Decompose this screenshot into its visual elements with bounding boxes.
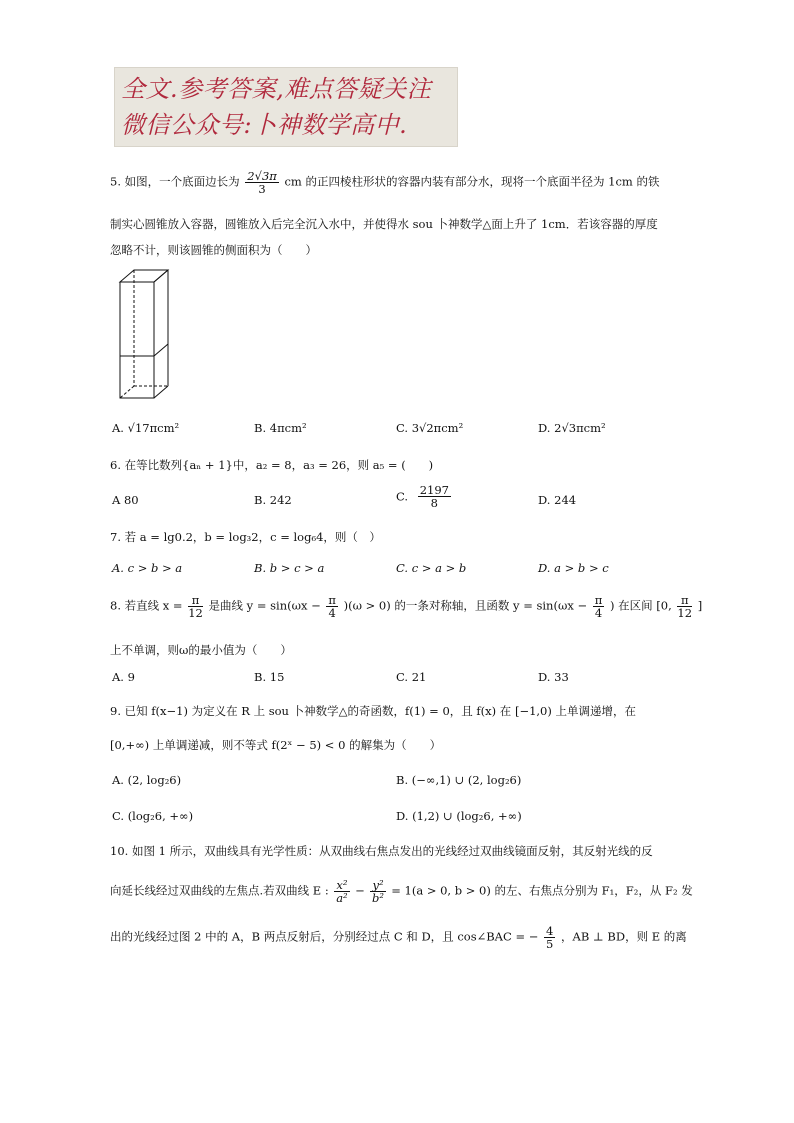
q8-f2-den: 4 (328, 606, 336, 621)
q8-frac-4 (677, 594, 692, 619)
q10-fy-den: b² (372, 891, 384, 906)
q8-option-a[interactable]: A. 9 (112, 670, 135, 684)
q9-option-b[interactable]: B. (−∞,1) ∪ (2, log₂6) (396, 773, 522, 787)
prism-figure (116, 268, 172, 402)
q8-option-c[interactable]: C. 21 (396, 670, 427, 684)
q5-option-b[interactable]: B. 4πcm² (254, 421, 307, 435)
q8-f1-den: 12 (188, 606, 203, 621)
q6-option-c[interactable] (396, 484, 453, 509)
question-7: 7. 若 a = lg0.2，b = log₃2，c = log₆4，则（ ） (110, 530, 381, 544)
watermark-banner (114, 67, 458, 147)
q5-option-c[interactable]: C. 3√2πcm² (396, 421, 464, 435)
q8-mid2: )(ω > 0) 的一条对称轴，且函数 y = sin(ωx − (343, 598, 588, 613)
question-8-line-2: 上不单调，则ω的最小值为（ ） (110, 643, 292, 657)
question-6: 6. 在等比数列{aₙ + 1}中，a₂ = 8，a₃ = 26，则 a₅ = ( ) (110, 458, 434, 472)
q8-frac-3 (593, 594, 605, 619)
banner-line-1: 全文.参考答案,难点答疑关注 (121, 75, 432, 103)
q6-option-b[interactable]: B. 242 (254, 493, 292, 507)
question-10-line-2 (110, 879, 693, 904)
q6-option-d[interactable]: D. 244 (538, 493, 577, 507)
q5-post: cm 的正四棱柱形状的容器内装有部分水，现将一个底面半径为 1cm 的铁 (284, 174, 660, 189)
q10-line3-post: ，AB ⊥ BD，则 E 的离 (561, 929, 687, 944)
q8-f3-den: 4 (594, 606, 603, 621)
question-9-line-2: [0,+∞) 上单调递减，则不等式 f(2ˣ − 5) < 0 的解集为（ ） (110, 738, 442, 752)
q8-mid3: ) 在区间 [0, (609, 598, 672, 613)
q5-pre: 5. 如图，一个底面边长为 (110, 174, 240, 189)
q10-frac-x (334, 879, 349, 904)
q10-line2-pre: 向延长线经过双曲线的左焦点.若双曲线 E : (110, 883, 329, 898)
q7-option-d[interactable]: D. a > b > c (538, 561, 609, 575)
water-line-side (154, 344, 168, 356)
q8-frac-2 (326, 594, 338, 619)
q10-line2-post: = 1(a > 0, b > 0) 的左、右焦点分别为 F₁，F₂，从 F₂ 发 (391, 883, 693, 898)
q5-frac-num: 2√3π (247, 169, 277, 183)
banner-line-2: 微信公众号:卜神数学高中. (121, 111, 408, 139)
q9-option-a[interactable]: A. (2, log₂6) (112, 773, 182, 787)
q7-option-b[interactable]: B. b > c > a (254, 561, 325, 575)
q10-line3-pre: 出的光线经过图 2 中的 A，B 两点反射后，分别经过点 C 和 D，且 cos∠BAC = − (110, 929, 539, 944)
question-5-line-1 (110, 170, 659, 195)
q6-option-c-fraction (418, 484, 451, 509)
q8-f3-num: π (594, 593, 603, 607)
q8-option-d[interactable]: D. 33 (538, 670, 569, 684)
q10-fx-den: a² (336, 891, 348, 906)
q5-frac-den: 3 (258, 182, 266, 197)
question-9-line-1: 9. 已知 f(x−1) 为定义在 R 上 sou 卜神数学△的奇函数，f(1) = 0，且 f(x) 在 [−1,0) 上单调递增，在 (110, 704, 637, 718)
q6-c-num: 2197 (419, 483, 449, 497)
q10-frac-cos (544, 925, 555, 950)
q10-fy-num: y² (372, 878, 384, 892)
question-10-line-1: 10. 如图 1 所示，双曲线具有光学性质：从双曲线右焦点发出的光线经过双曲线镜面反射，其反射光线的反 (110, 844, 653, 858)
q10-minus: − (355, 883, 365, 898)
question-5-line-2: 制实心圆锥放入容器，圆锥放入后完全沉入水中，并使得水 sou 卜神数学△面上升了 1cm．若该容器的厚度 (110, 217, 658, 231)
hidden-edge-diagonal (120, 386, 134, 398)
q8-f2-num: π (328, 593, 336, 607)
q6-option-c-label: C. (396, 489, 409, 504)
q5-option-d[interactable]: D. 2√3πcm² (538, 421, 606, 435)
q8-pre: 8. 若直线 x = (110, 598, 183, 613)
q7-option-a[interactable]: A. c > b > a (112, 561, 183, 575)
q6-c-den: 8 (430, 496, 438, 511)
q9-option-d[interactable]: D. (1,2) ∪ (log₂6, +∞) (396, 809, 522, 823)
q8-f4-den: 12 (677, 606, 693, 621)
q8-end: ] (697, 598, 703, 613)
q8-mid: 是曲线 y = sin(ωx − (208, 598, 321, 613)
question-8-line-1 (110, 594, 702, 619)
q5-option-a[interactable]: A. √17πcm² (112, 421, 180, 435)
q10-fc-num: 4 (546, 924, 554, 938)
question-10-line-3 (110, 925, 687, 950)
q6-option-a[interactable]: A 80 (112, 493, 139, 507)
q10-fx-num: x² (336, 878, 348, 892)
q5-fraction (245, 170, 279, 195)
prism-front-face (120, 282, 154, 398)
q8-f1-num: π (188, 594, 203, 607)
question-5-line-3: 忽略不计，则该圆锥的侧面积为（ ） (110, 243, 317, 257)
q8-f4-num: π (677, 594, 692, 607)
q9-option-c[interactable]: C. (log₂6, +∞) (112, 809, 194, 823)
q10-fc-den: 5 (546, 937, 554, 952)
q7-option-c[interactable]: C. c > a > b (396, 561, 467, 575)
q10-frac-y (370, 879, 385, 904)
q8-frac-1 (188, 594, 203, 619)
q8-option-b[interactable]: B. 15 (254, 670, 285, 684)
